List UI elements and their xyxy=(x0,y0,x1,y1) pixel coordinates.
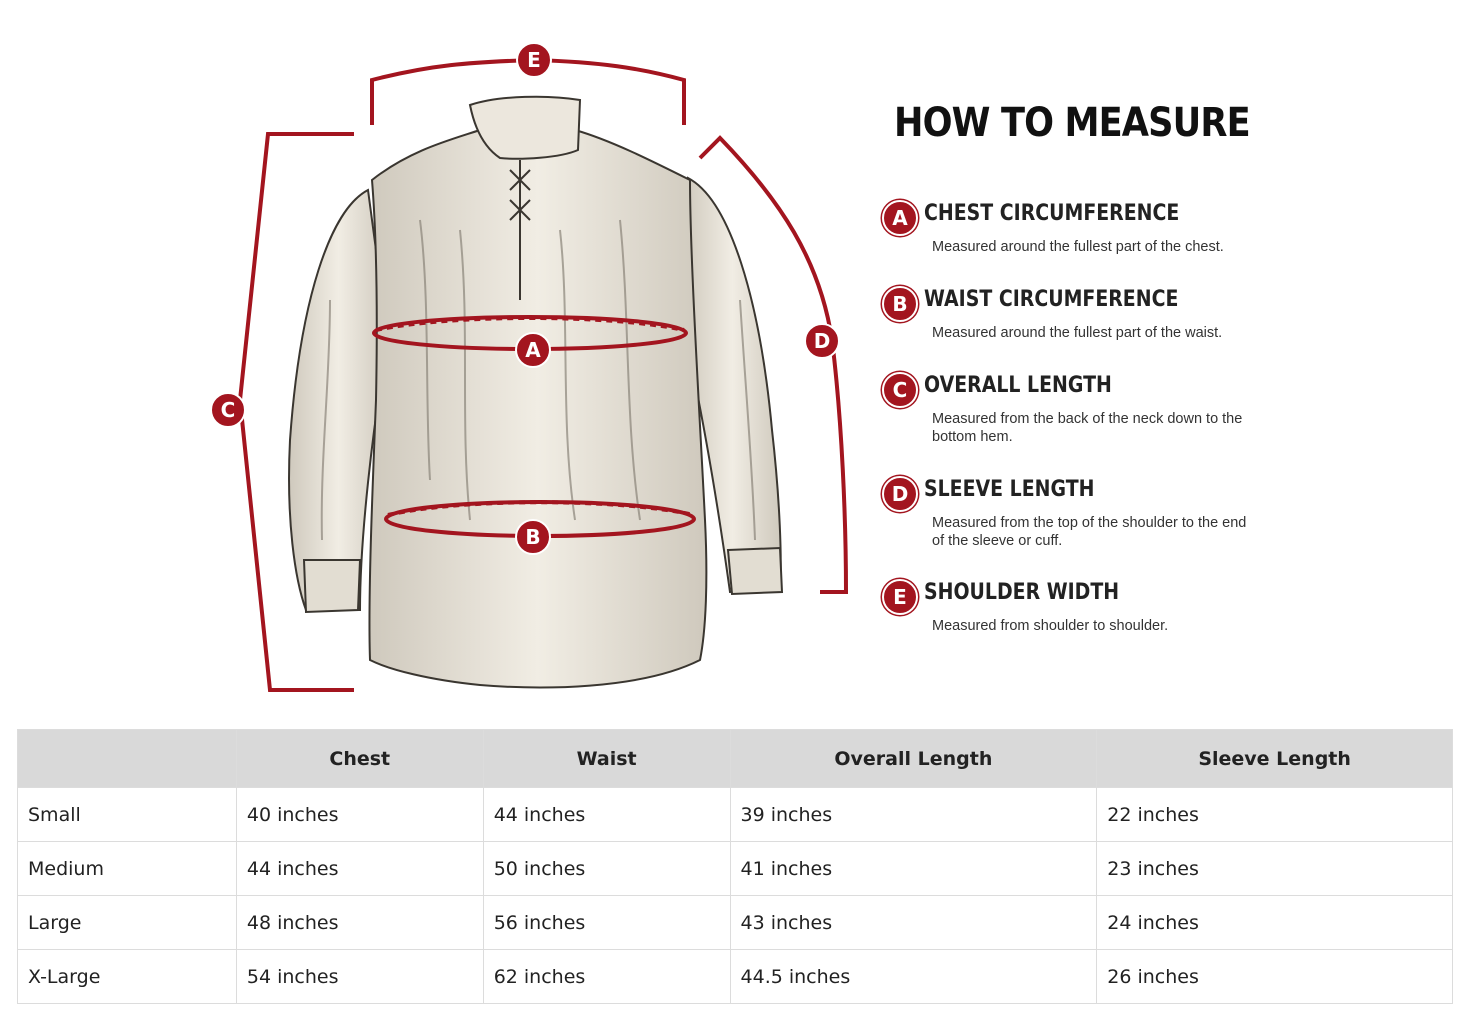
shirt-illustration xyxy=(0,0,880,720)
table-cell: 50 inches xyxy=(483,842,730,896)
table-cell: 40 inches xyxy=(236,788,483,842)
svg-text:C: C xyxy=(220,398,236,422)
header-sleeve-length: Sleeve Length xyxy=(1097,730,1453,788)
badge-d-icon: D xyxy=(882,476,918,512)
item-description: Measured from shoulder to shoulder. xyxy=(932,618,1169,634)
badge-c-icon: C xyxy=(882,372,918,408)
table-cell: 41 inches xyxy=(730,842,1097,896)
guide-title: HOW TO MEASURE xyxy=(894,100,1250,146)
table-cell: 44.5 inches xyxy=(730,950,1097,1004)
table-cell: 44 inches xyxy=(483,788,730,842)
size-chart-table xyxy=(17,729,1453,1004)
item-title: WAIST CIRCUMFERENCE xyxy=(924,287,1179,312)
table-row xyxy=(18,896,1453,950)
item-description: Measured from the back of the neck down to the bottom hem. xyxy=(932,411,1243,445)
table-cell: 44 inches xyxy=(236,842,483,896)
table-row xyxy=(18,950,1453,1004)
table-row xyxy=(18,842,1453,896)
left-cuff xyxy=(304,560,360,612)
table-cell: 56 inches xyxy=(483,896,730,950)
table-header-row xyxy=(18,730,1453,788)
item-description: Measured from the top of the shoulder to the end of the sleeve or cuff. xyxy=(932,515,1247,549)
header-cell xyxy=(18,730,237,788)
item-description: Measured around the fullest part of the waist. xyxy=(932,325,1223,341)
shirt-body xyxy=(369,130,706,687)
table-cell: 26 inches xyxy=(1097,950,1453,1004)
right-cuff xyxy=(728,548,782,594)
table-cell: 39 inches xyxy=(730,788,1097,842)
header-overall-length: Overall Length xyxy=(730,730,1097,788)
svg-text:D: D xyxy=(813,329,831,353)
table-cell: 43 inches xyxy=(730,896,1097,950)
table-cell: 62 inches xyxy=(483,950,730,1004)
item-title: CHEST CIRCUMFERENCE xyxy=(924,201,1180,226)
size-label: X-Large xyxy=(18,950,237,1004)
item-title: SHOULDER WIDTH xyxy=(924,580,1120,605)
table-cell: 48 inches xyxy=(236,896,483,950)
badge-e-icon: E xyxy=(882,579,918,615)
size-label: Medium xyxy=(18,842,237,896)
item-title: OVERALL LENGTH xyxy=(924,373,1112,398)
svg-text:E: E xyxy=(527,48,541,72)
item-description: Measured around the fullest part of the chest. xyxy=(932,239,1224,255)
svg-text:B: B xyxy=(525,525,541,549)
svg-text:A: A xyxy=(525,338,541,362)
badge-a-icon xyxy=(516,333,550,367)
header-waist: Waist xyxy=(483,730,730,788)
table-cell: 54 inches xyxy=(236,950,483,1004)
badge-a-icon: A xyxy=(882,200,918,236)
measure-guide xyxy=(880,100,1440,634)
size-label: Small xyxy=(18,788,237,842)
table-row xyxy=(18,788,1453,842)
badge-c-icon xyxy=(211,393,245,427)
size-label: Large xyxy=(18,896,237,950)
header-chest: Chest xyxy=(236,730,483,788)
table-cell: 23 inches xyxy=(1097,842,1453,896)
item-title: SLEEVE LENGTH xyxy=(924,477,1095,502)
badge-d-icon xyxy=(805,324,839,358)
table-cell: 22 inches xyxy=(1097,788,1453,842)
table-cell: 24 inches xyxy=(1097,896,1453,950)
badge-e-icon xyxy=(517,43,551,77)
badge-b-icon: B xyxy=(882,286,918,322)
badge-b-icon xyxy=(516,520,550,554)
